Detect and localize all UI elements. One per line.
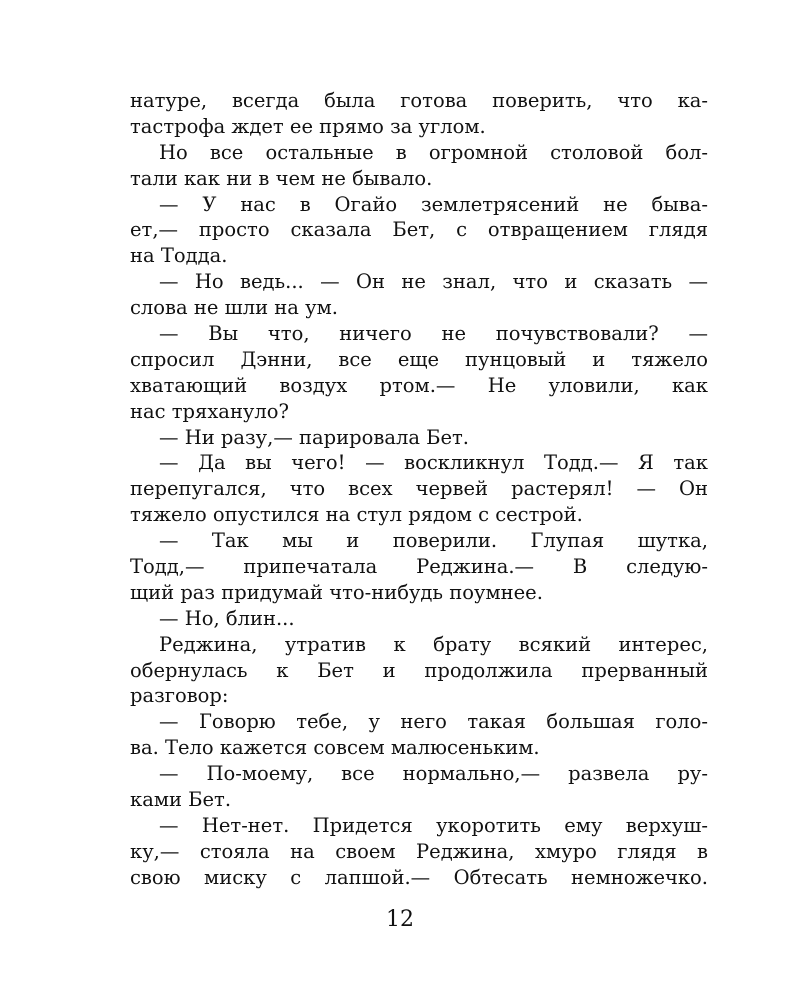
text-line: слова не шли на ум. — [130, 296, 338, 320]
text-line: ку,— стояла на своем Реджина, хмуро глядя в — [130, 839, 708, 863]
text-line: Реджина, утратив к брату всякий интерес, — [159, 632, 708, 656]
text-line: — Вы что, ничего не почувствовали? — — [159, 322, 708, 346]
text-line: — Но, блин... — [159, 606, 295, 630]
text-line: обернулась к Бет и продолжила прерванный — [130, 658, 708, 682]
text-line: Тодд,— припечатала Реджина.— В следую- — [130, 555, 708, 579]
text-line: тастрофа ждет ее прямо за углом. — [130, 114, 486, 138]
text-line: хватающий воздух ртом.— Не уловили, как — [130, 373, 708, 397]
text-line: — Нет-нет. Придется укоротить ему верхуш- — [159, 813, 708, 837]
text-line: натуре, всегда была готова поверить, что ка- — [130, 89, 708, 112]
text-line: — Но ведь... — Он не знал, что и сказать — — [159, 270, 708, 294]
text-line: ва. Тело кажется совсем малюсеньким. — [130, 736, 540, 760]
text-line: — У нас в Огайо землетрясений не быва- — [159, 192, 708, 216]
text-line: тяжело опустился на стул рядом с сестрой. — [130, 503, 583, 527]
text-line: — Да вы чего! — воскликнул Тодд.— Я так — [159, 451, 708, 475]
text-line: спросил Дэнни, все еще пунцовый и тяжело — [130, 347, 708, 371]
text-line: ками Бет. — [130, 788, 232, 812]
text-line: на Тодда. — [130, 244, 228, 268]
text-line: Но все остальные в огромной столовой бол- — [159, 140, 708, 164]
text-line: тали как ни в чем не бывало. — [130, 166, 433, 190]
page-number: 12 — [386, 907, 414, 932]
text-line: ет,— просто сказала Бет, с отвращением глядя — [130, 218, 708, 242]
text-line: разговор: — [130, 684, 229, 708]
text-line: — Говорю тебе, у него такая большая голо- — [159, 710, 708, 734]
text-line: щий раз придумай что-нибудь поумнее. — [130, 580, 543, 604]
text-line: свою миску с лапшой.— Обтесать немножечко. — [130, 865, 708, 889]
text-line: перепугался, что всех червей растерял! — Он — [130, 477, 708, 501]
text-line: — Так мы и поверили. Глупая шутка, — [159, 529, 708, 553]
body-text — [130, 88, 708, 891]
text-line: нас тряхануло? — [130, 399, 289, 423]
text-line: — Ни разу,— парировала Бет. — [159, 425, 470, 449]
text-line: — По-моему, все нормально,— развела ру- — [159, 762, 708, 786]
